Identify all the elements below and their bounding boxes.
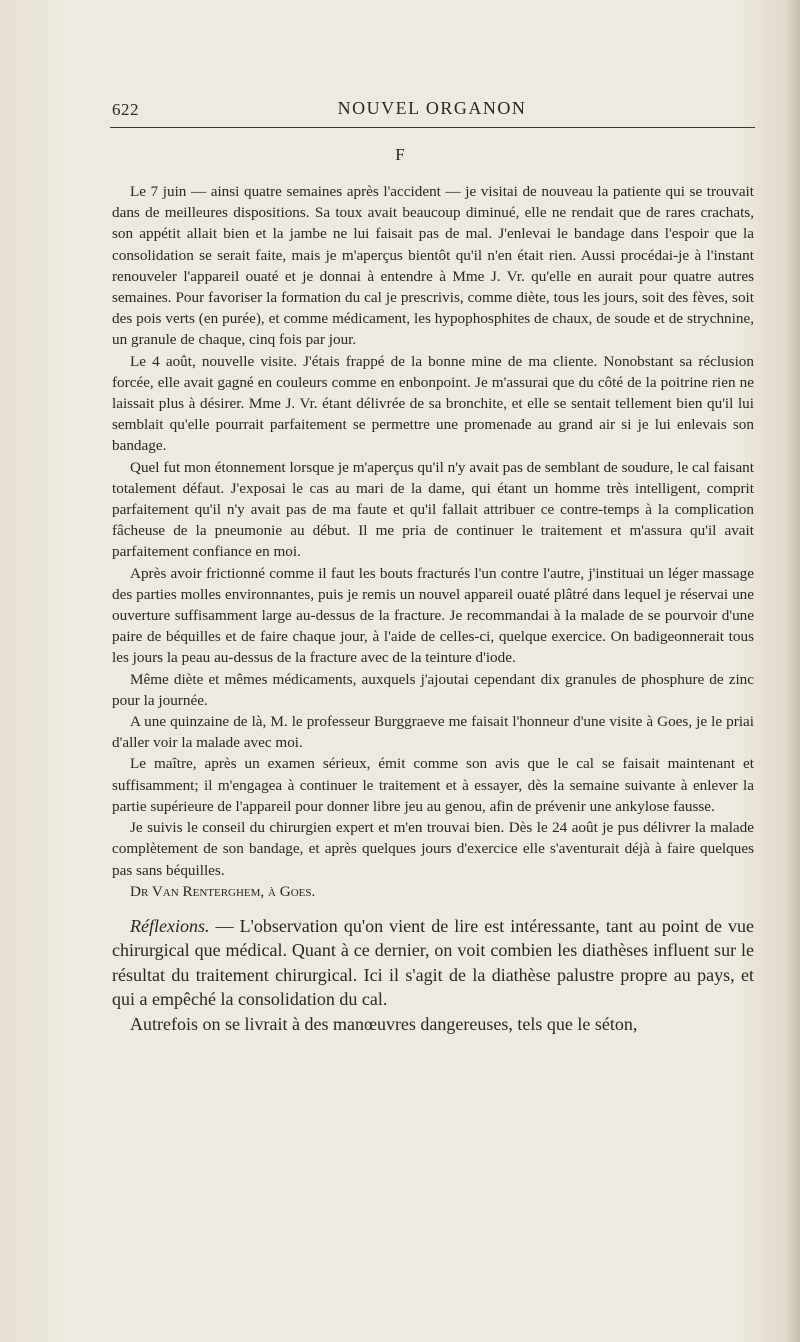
case-report bbox=[112, 181, 754, 902]
author-signature: Dr Van Renterghem, à Goes. bbox=[130, 882, 316, 900]
body-text bbox=[112, 181, 754, 1036]
header-rule bbox=[110, 127, 755, 128]
paragraph: Quel fut mon étonnement lorsque je m'aperçus qu'il n'y avait pas de semblant de soudure, le cal faisant totalement défaut. J'exposai le cas au mari de la dame, qui étant un homme très intelligent, comprit parfaitement qu'il n'y avait pas de ma faute et qu'il fallait attribuer ce contre-temps à la complication fâcheuse de la pneumonie au début. Il me pria de continuer le traitement et m'assura qu'il avait parfaitement confiance en moi. bbox=[112, 458, 754, 561]
paragraph: Le 7 juin — ainsi quatre semaines après l'accident — je visitai de nouveau la patiente qui se trouvait dans de meilleures dispositions. Sa toux avait beaucoup diminué, elle ne rendait que de rares crachats, son appétit allait bien et la jambe ne lui faisait pas de mal. J'enlevai le bandage dans l'espoir que la consolidation se serait faite, mais je m'aperçus bientôt qu'il n'en était rien. Aussi procédai-je à l'instant renouveler l'appareil ouaté et je donnai à entendre à Mme J. Vr. qu'elle en aurait pour quatre autres semaines. Pour favoriser la formation du cal je prescrivis, comme diète, tous les jours, soit des fèves, soit des pois verts (en purée), et comme médicament, les hypophosphites de chaux, de soude et de strychnine, un granule de chaque, cinq fois par jour. bbox=[112, 183, 754, 349]
reflexions-label: Réflexions. bbox=[130, 915, 210, 936]
reflexions-text: — L'observation qu'on vient de lire est intéressante, tant au point de vue chirurgical que médical. Quant à ce dernier, on voit combien les diathèses influent sur le résultat du traitement chirurgical. Ici il s'agit de la diathèse palustre propre au pays, et qui a empêché la consolidation du cal. bbox=[112, 915, 754, 1010]
page-edge-shadow bbox=[786, 0, 800, 1342]
page-number: 622 bbox=[112, 100, 139, 119]
paragraph bbox=[112, 914, 754, 1012]
paragraph: A une quinzaine de là, M. le professeur Burggraeve me faisait l'honneur d'une visite à Goes, je le priai d'aller voir la malade avec moi. bbox=[112, 713, 754, 752]
running-head bbox=[112, 96, 752, 126]
paragraph: Autrefois on se livrait à des manœuvres dangereuses, tels que le séton, bbox=[130, 1013, 638, 1034]
paragraph: Je suivis le conseil du chirurgien expert et m'en trouvai bien. Dès le 24 août je pus délivrer la malade complètement de son bandage, et après quelques jours d'exercice elle s'aventurait déjà à faire quelques pas sans béquilles. bbox=[112, 819, 754, 879]
reflexions-section bbox=[112, 914, 754, 1037]
paragraph: Le 4 août, nouvelle visite. J'étais frappé de la bonne mine de ma cliente. Nonobstant sa réclusion forcée, elle avait gagné en couleurs comme en enbonpoint. Je m'assurai que du côté de la poitrine rien ne laissait plus à désirer. Mme J. Vr. étant délivrée de sa bronchite, et elle se sentait tellement bien qu'il lui semblait qu'elle pourrait parfaitement se permettre une promenade au grand air si je lui enlevais son bandage. bbox=[112, 352, 754, 455]
paragraph: Après avoir frictionné comme il faut les bouts fracturés l'un contre l'autre, j'instituai un léger massage des parties molles environnantes, puis je remis un nouvel appareil ouaté plâtré dans lequel je réservai une ouverture suffisamment large au-dessus de la fracture. Je recommandai à la malade de se pourvoir d'une paire de béquilles et de faire chaque jour, à l'aide de celles-ci, quelque exercice. On badigeonnerait tous les jours la peau au-dessus de la fracture avec de la teinture d'iode. bbox=[112, 564, 754, 667]
printer-signature-mark: F bbox=[395, 145, 405, 164]
running-head-title: NOUVEL ORGANON bbox=[337, 98, 527, 118]
paragraph: Même diète et mêmes médicaments, auxquels j'ajoutai cependant dix granules de phosphure de zinc pour la journée. bbox=[112, 670, 754, 709]
paragraph: Le maître, après un examen sérieux, émit comme son avis que le cal se faisait maintenant et suffisamment; il m'engagea à continuer le traitement et à essayer, dès la semaine suivante à enlever la partie supérieure de l'appareil pour donner libre jeu au genou, afin de prévenir une ankylose fausse. bbox=[112, 755, 754, 815]
